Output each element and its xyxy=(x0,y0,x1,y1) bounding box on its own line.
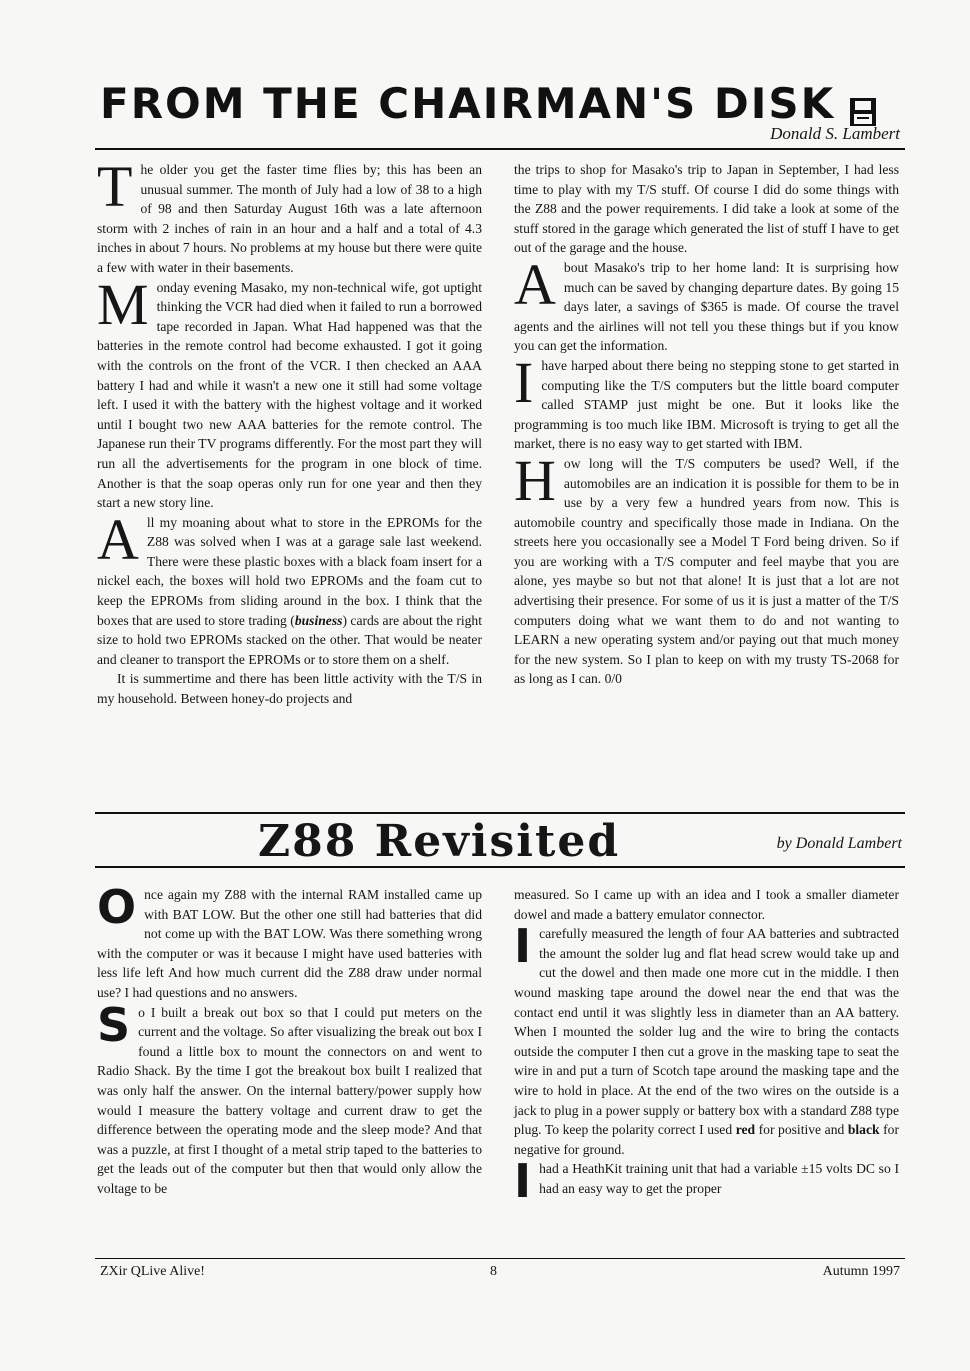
drop-cap: O xyxy=(97,880,137,934)
paragraph: About Masako's trip to her home land: It is surprising how much can be saved by changing departure dates. By going 15 days later, a savings of $365 is made. Of course the travel agents and the airlines will not tell you these things but if you know you can get the information. xyxy=(514,251,899,354)
paragraph: measured. So I came up with an idea and I took a smaller diameter dowel and made a battery emulator connector. xyxy=(514,887,899,922)
floppy-disk-icon xyxy=(849,88,877,118)
paragraph: How long will the T/S computers be used? Well, if the automobiles are an indication it is possible for them to be in use by a very few a hundred years from now. This is automobile country and specifically those made in Indiana. On the streets here you occasionally see a Model T Ford being driven. So if you are working with a T/S computer and feel maybe that you are alone, yes maybe so but not that alone! It is just that a lot are not advertising their presence. For some of us it is just a matter of the T/S computers doing what we want them to do and not wanting to LEARN a new operating system and/or paying out that much money for the new system. So I plan to keep on with my trusty TS-2068 for as long as I can. 0/0 xyxy=(514,447,899,687)
paragraph: Ihad a HeathKit training unit that had a variable ±15 volts DC so I had an easy way to get the proper xyxy=(514,1154,899,1209)
paragraph: So I built a break out box so that I could put meters on the current and the voltage. So after visualizing the break out box I found a little box to mount the connectors on and went to Radio Shack. By the time I got the breakout box built I realized that was only half the answer. On the internal battery/power supply how would I measure the battery voltage and current draw to get the difference between the operating mode and the sleep mode? And that was a puzzle, at first I thought of a metal strip taped to the batteries to get the leads out of the computer but then that would only allow the voltage to be xyxy=(97,997,482,1196)
drop-cap: I xyxy=(514,349,534,415)
drop-cap: A xyxy=(97,506,139,572)
drop-cap: A xyxy=(514,251,556,317)
article1-column-right xyxy=(514,160,899,810)
article-title xyxy=(100,78,900,128)
drop-cap: S xyxy=(97,997,131,1052)
article2-column-left xyxy=(97,880,482,1245)
page-number: 8 xyxy=(490,1264,497,1279)
article1-column-left xyxy=(97,154,482,810)
paragraph: It is summertime and there has been little activity with the T/S in my household. Between honey-do projects and xyxy=(97,671,482,707)
drop-cap: I xyxy=(514,1154,532,1209)
article2-title: Z88 Revisited xyxy=(258,816,621,867)
drop-cap: T xyxy=(97,154,133,219)
drop-cap: M xyxy=(97,271,149,337)
drop-cap: H xyxy=(514,447,556,513)
paragraph: Monday evening Masako, my non-technical wife, got uptight thinking the VCR had died when it failed to run a borrowed tape recorded in Japan. What Had happened was that the batteries in the remote control had become exhausted. I got it going with the controls on the front of the VCR. I then checked an AAA battery I had and while it wasn't a new one it still had some voltage left. I used it with the battery with the highest voltage and it worked until I bought two new AAA batteries for the remote control. The Japanese run their TV programs differently. For the most part they will run all the advertisements for the program in one block of time. Another is that the soap operas only run for one year and then they start a new story line. xyxy=(97,271,482,511)
paragraph: All my moaning about what to store in the EPROMs for the Z88 was solved when I was at a garage sale last weekend. There were these plastic boxes with a black foam insert for a nickel each, the boxes will hold two EPROMs and the foam cut to keep the EPROMs from sliding around in the box. I think that the boxes that are used to store trading (business) cards are about the right size to hold two EPROMs stacked on the other. That would be neater and cleaner to transport the EPROMs or to store them on a shelf. xyxy=(97,506,482,667)
paragraph: Ihave harped about there being no stepping stone to get started in computing like the T/S computers but the little board computer called STAMP just might be one. But it looks like the programming is too much like IBM. Microsoft is trying to get all the market, there is no easy way to get started with IBM. xyxy=(514,349,899,452)
article2-column-right xyxy=(514,885,899,1245)
drop-cap: I xyxy=(514,919,532,974)
paragraph: Once again my Z88 with the internal RAM installed came up with BAT LOW. But the other one still had batteries that did not come up with the BAT LOW. Was there something wrong with the computer or was it because I might have used batteries with less life left And how much current did the Z88 draw under normal use? I had questions and no answers. xyxy=(97,880,482,1000)
paragraph: Icarefully measured the length of four AA batteries and subtracted the amount the solder lug and flat head screw would take up and cut the dowel and then made one more cut in the middle. I then wound masking tape around the dowel near the end that was the contact end until it was slightly less in diameter than an AA battery. When I mounted the solder lug and the wire to bring the contacts outside the computer I then cut a grove in the masking tape to seat the wire in and put a turn of Scotch tape around the masking tape and the wire to hold in place. At the end of the two wires on the outside is a jack to plug in a power supply or battery box with a standard Z88 type plug. To keep the polarity correct I used red for positive and black for negative for ground. xyxy=(514,919,899,1157)
paragraph: The older you get the faster time flies by; this has been an unusual summer. The month of July had a low of 38 to a high of 98 and then Saturday August 16th was a late afternoon storm with 2 inches of rain in an hour and a half and a total of 4.3 inches in about 7 hours. No problems at my house but there were quite a few with water in their basements. xyxy=(97,154,482,275)
footer-issue: Autumn 1997 xyxy=(822,1264,900,1279)
header-rule xyxy=(95,148,905,150)
footer-rule xyxy=(95,1258,905,1259)
article-title-text: FROM THE CHAIRMAN'S DISK xyxy=(100,78,836,128)
footer-publication: ZXir QLive Alive! xyxy=(100,1264,205,1279)
article2-byline: by Donald Lambert xyxy=(776,835,902,852)
section-rule xyxy=(95,812,905,814)
paragraph: the trips to shop for Masako's trip to Japan in September, I had less time to play with my T/S stuff. Of course I did do some things with the Z88 and the power requirements. I did take a look at some of the stuff stored in the garage which generated the list of stuff I have to get out of the garage and the house. xyxy=(514,162,899,256)
article2-rule xyxy=(95,866,905,868)
article-byline: Donald S. Lambert xyxy=(770,124,900,143)
